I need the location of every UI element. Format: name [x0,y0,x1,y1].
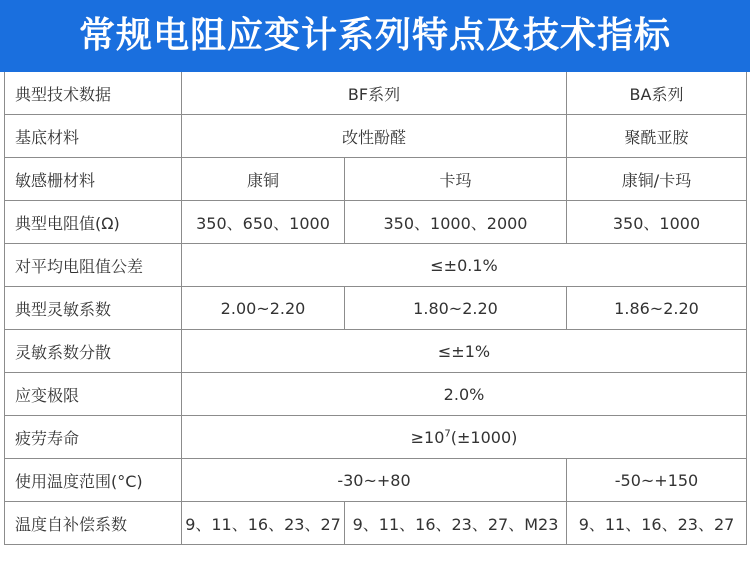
table-row-substrate [5,115,747,158]
table-header-row [5,72,747,115]
cell-all: ≤±1% [182,330,747,373]
row-label: 灵敏系数分散 [5,330,182,373]
cell-bf-2: 1.80~2.20 [345,287,567,330]
header-bf-series: BF系列 [182,72,567,115]
table-row-fatigue-life [5,416,747,459]
row-label: 对平均电阻值公差 [5,244,182,287]
table-row-grid-material [5,158,747,201]
page-title: 常规电阻应变计系列特点及技术指标 [78,15,671,56]
fatigue-exponent: 7 [444,428,451,440]
cell-bf-2: 350、1000、2000 [345,201,567,244]
header-label: 典型技术数据 [5,72,182,115]
row-label: 应变极限 [5,373,182,416]
cell-ba: 康铜/卡玛 [567,158,747,201]
cell-bf-2: 9、11、16、23、27、M23 [345,502,567,545]
row-label: 典型电阻值(Ω) [5,201,182,244]
cell-ba: 聚酰亚胺 [567,115,747,158]
page-title-banner [0,0,750,72]
table-row-tolerance [5,244,747,287]
table-row-resistance [5,201,747,244]
cell-all: ≤±0.1% [182,244,747,287]
cell-ba: 350、1000 [567,201,747,244]
cell-bf-1: 350、650、1000 [182,201,345,244]
row-label: 使用温度范围(°C) [5,459,182,502]
spec-table [4,72,747,545]
row-label: 温度自补偿系数 [5,502,182,545]
row-label: 疲劳寿命 [5,416,182,459]
table-row-strain-limit [5,373,747,416]
fatigue-suffix: (±1000) [450,427,518,447]
header-ba-series: BA系列 [567,72,747,115]
cell-all: 2.0% [182,373,747,416]
row-label: 敏感栅材料 [5,158,182,201]
row-label: 典型灵敏系数 [5,287,182,330]
cell-bf: 改性酚醛 [182,115,567,158]
table-row-temperature [5,459,747,502]
cell-bf: -30~+80 [182,459,567,502]
cell-bf-1: 9、11、16、23、27 [182,502,345,545]
cell-ba: 1.86~2.20 [567,287,747,330]
fatigue-prefix: ≥10 [410,427,445,447]
table-row-gauge-factor [5,287,747,330]
cell-all [182,416,747,459]
cell-bf-1: 康铜 [182,158,345,201]
table-row-gf-dispersion [5,330,747,373]
cell-bf-1: 2.00~2.20 [182,287,345,330]
row-label: 基底材料 [5,115,182,158]
table-row-compensation [5,502,747,545]
cell-ba: 9、11、16、23、27 [567,502,747,545]
cell-bf-2: 卡玛 [345,158,567,201]
cell-ba: -50~+150 [567,459,747,502]
